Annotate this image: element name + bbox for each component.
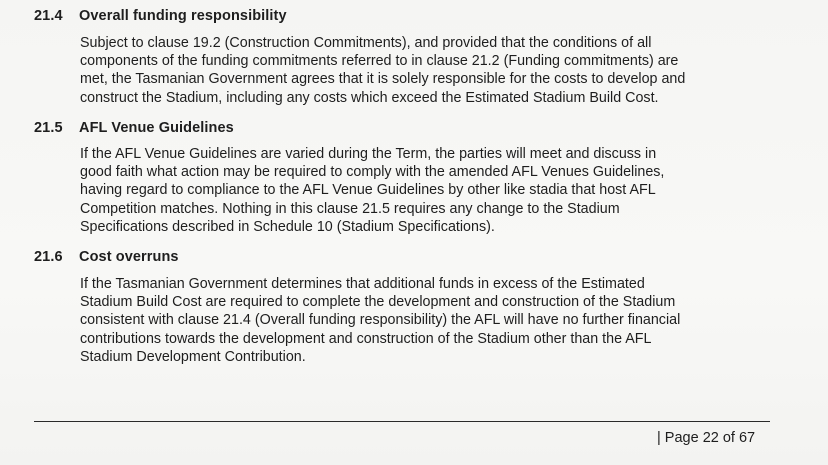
clause-body-line: having regard to compliance to the AFL Venue Guidelines by other like stadia that host AFL [80, 182, 656, 199]
clause-body-line: Stadium Build Cost are required to complete the development and construction of the Stadium [80, 294, 676, 311]
clause-number: 21.6 [34, 249, 63, 265]
clause-heading: Cost overruns [79, 249, 179, 265]
clause-body-line: If the AFL Venue Guidelines are varied during the Term, the parties will meet and discuss in [80, 146, 657, 162]
footer-divider [34, 421, 770, 422]
clause-body-line: Stadium Development Contribution. [80, 348, 306, 365]
clause-body-line: Specifications described in Schedule 10 (Stadium Specifications). [80, 218, 495, 235]
clause-body-line: If the Tasmanian Government determines that additional funds in excess of the Estimated [80, 276, 645, 292]
clause-body-line: Subject to clause 19.2 (Construction Commitments), and provided that the conditions of all [80, 35, 652, 51]
clause-heading: AFL Venue Guidelines [79, 120, 234, 136]
clause-body-line: construct the Stadium, including any costs which exceed the Estimated Stadium Build Cost. [80, 89, 659, 106]
clause-body-line: consistent with clause 21.4 (Overall funding responsibility) the AFL will have no further financial [80, 312, 681, 329]
clause-body [80, 34, 780, 107]
clause-body-line: contributions towards the development and construction of the Stadium other than the AFL [80, 330, 652, 347]
clause-body-line: good faith what action may be required to comply with the amended AFL Venues Guidelines, [80, 164, 665, 181]
clause-body-line: met, the Tasmanian Government agrees that it is solely responsible for the costs to develop and [80, 71, 686, 88]
clause-number: 21.5 [34, 120, 63, 136]
clause-heading: Overall funding responsibility [79, 8, 287, 24]
page-number: | Page 22 of 67 [657, 430, 756, 446]
clause-body-line: Competition matches. Nothing in this clause 21.5 requires any change to the Stadium [80, 200, 620, 217]
clause-number: 21.4 [34, 8, 63, 24]
clause-body [80, 275, 780, 366]
clause-body [80, 145, 780, 236]
clause-body-line: components of the funding commitments referred to in clause 21.2 (Funding commitments) are [80, 53, 679, 70]
